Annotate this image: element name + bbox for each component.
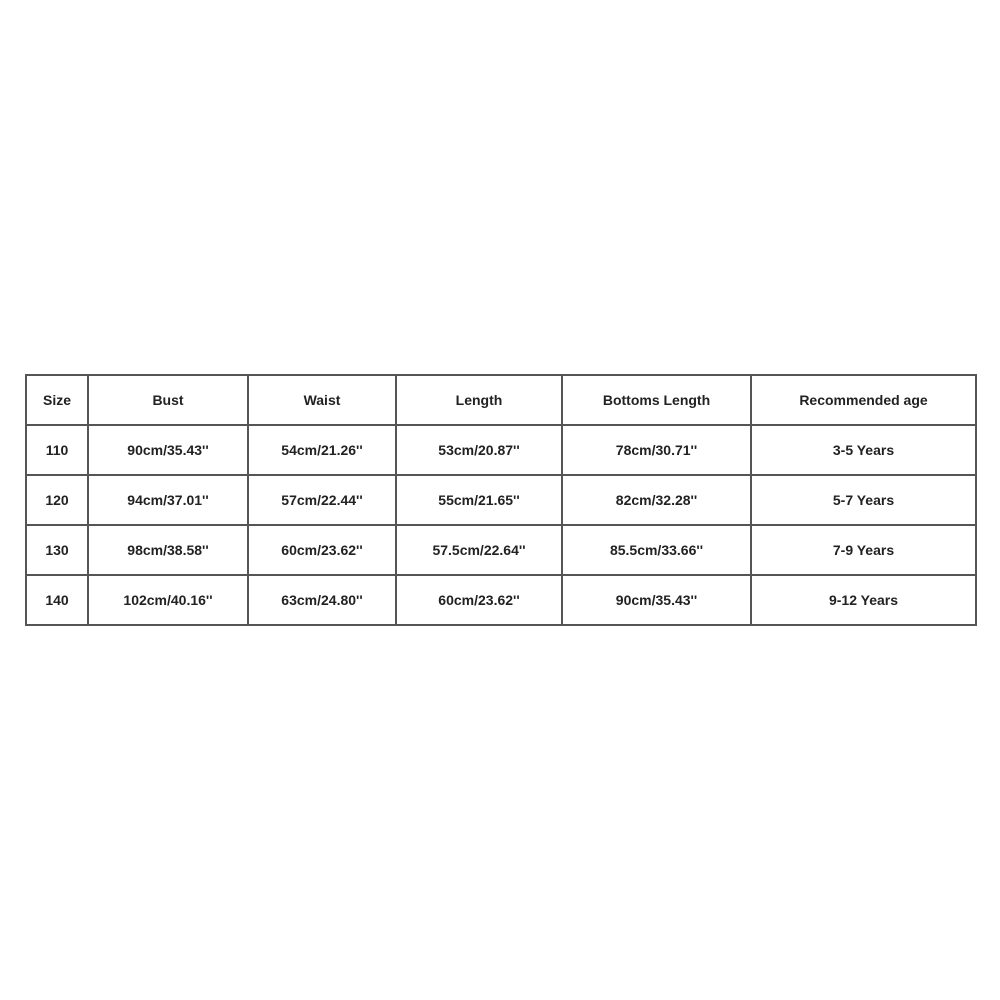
cell-waist: 60cm/23.62'' [248,525,396,575]
cell-length: 53cm/20.87'' [396,425,562,475]
cell-length: 57.5cm/22.64'' [396,525,562,575]
cell-size: 110 [26,425,88,475]
cell-size: 120 [26,475,88,525]
cell-recommended-age: 3-5 Years [751,425,976,475]
cell-bottoms-length: 82cm/32.28'' [562,475,751,525]
cell-size: 130 [26,525,88,575]
table-row [26,425,976,475]
table-header-row [26,375,976,425]
cell-waist: 54cm/21.26'' [248,425,396,475]
cell-size: 140 [26,575,88,625]
cell-recommended-age: 5-7 Years [751,475,976,525]
header-size: Size [26,375,88,425]
header-recommended-age: Recommended age [751,375,976,425]
cell-bust: 98cm/38.58'' [88,525,248,575]
header-length: Length [396,375,562,425]
cell-bottoms-length: 85.5cm/33.66'' [562,525,751,575]
cell-waist: 57cm/22.44'' [248,475,396,525]
header-bottoms-length: Bottoms Length [562,375,751,425]
cell-bottoms-length: 78cm/30.71'' [562,425,751,475]
cell-length: 60cm/23.62'' [396,575,562,625]
header-bust: Bust [88,375,248,425]
cell-length: 55cm/21.65'' [396,475,562,525]
table-row [26,525,976,575]
cell-bust: 102cm/40.16'' [88,575,248,625]
cell-recommended-age: 7-9 Years [751,525,976,575]
cell-waist: 63cm/24.80'' [248,575,396,625]
cell-bottoms-length: 90cm/35.43'' [562,575,751,625]
header-waist: Waist [248,375,396,425]
size-chart-table [25,374,977,626]
cell-bust: 94cm/37.01'' [88,475,248,525]
table-row [26,575,976,625]
table-row [26,475,976,525]
cell-bust: 90cm/35.43'' [88,425,248,475]
cell-recommended-age: 9-12 Years [751,575,976,625]
